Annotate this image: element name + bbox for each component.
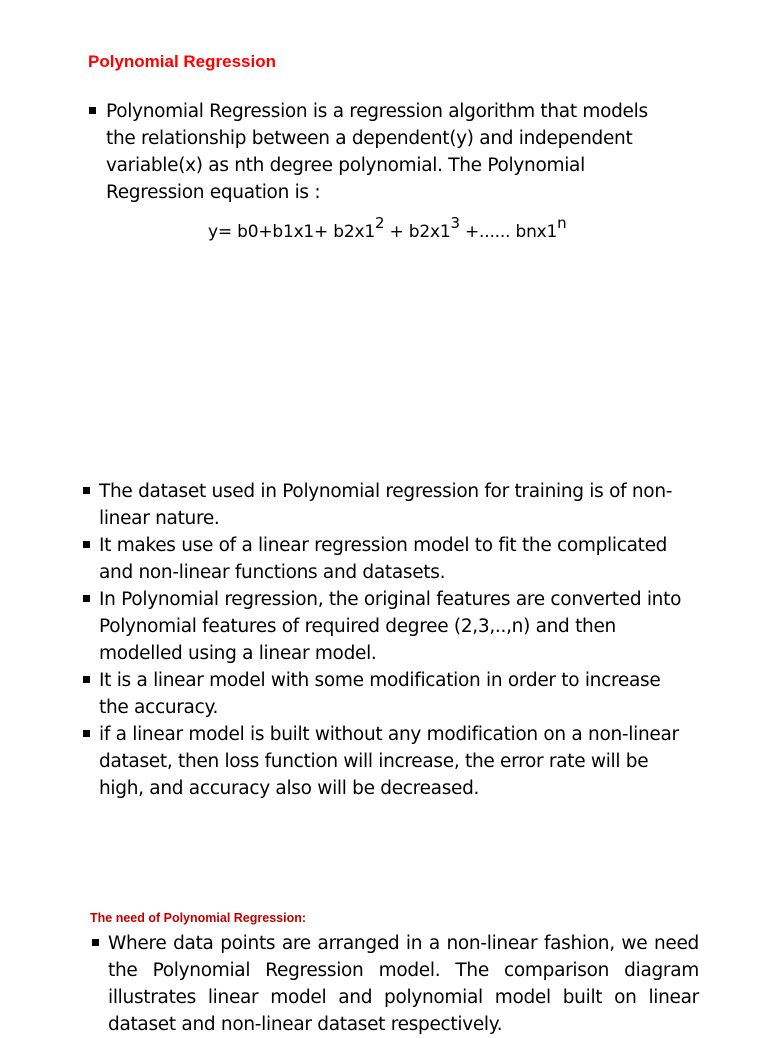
bullet-text: Where data points are arranged in a non-linear fashion, we need the Polynomial Regression model. The comparison diagram illustrates linear model and polynomial model built on linear dataset and non-linear dataset respectively. <box>108 933 699 1035</box>
square-bullet-icon <box>83 595 90 602</box>
list-item <box>82 586 682 667</box>
list-item <box>82 532 682 586</box>
bullet-text: It makes use of a linear regression model to fit the complicated and non-linear functions and datasets. <box>99 535 668 583</box>
need-bullet-list <box>90 930 699 1038</box>
square-bullet-icon <box>83 730 90 737</box>
square-bullet-icon <box>83 676 90 683</box>
equation-exponent: 2 <box>374 214 385 233</box>
list-item <box>88 98 668 206</box>
bullet-text: It is a linear model with some modification in order to increase the accuracy. <box>99 670 661 718</box>
regression-equation <box>208 214 567 245</box>
list-item <box>82 478 682 532</box>
list-item <box>82 667 682 721</box>
square-bullet-icon <box>83 487 90 494</box>
bullet-text: In Polynomial regression, the original features are converted into Polynomial features of required degree (2,3,..,n) and then modelled using a linear model. <box>99 589 682 664</box>
equation-part: y= b0+b1x1+ b2x1 <box>208 222 375 242</box>
page-title: Polynomial Regression <box>88 52 276 71</box>
equation-exponent: 3 <box>450 214 460 233</box>
feature-bullet-list <box>82 478 682 802</box>
equation-part: +...... bnx1 <box>459 222 558 242</box>
list-item <box>82 721 682 802</box>
equation-exponent: n <box>557 214 567 233</box>
list-item <box>90 930 699 1038</box>
square-bullet-icon <box>92 939 99 946</box>
square-bullet-icon <box>83 541 90 548</box>
equation-part: + b2x1 <box>384 222 451 242</box>
bullet-text: Polynomial Regression is a regression algorithm that models the relationship between a dependent(y) and independent variable(x) as nth degree polynomial. The Polynomial Regression equation is : <box>106 101 648 203</box>
intro-bullet-list <box>88 98 668 206</box>
bullet-text: if a linear model is built without any modification on a non-linear dataset, then loss function will increase, the error rate will be high, and accuracy also will be decreased. <box>99 724 679 799</box>
bullet-text: The dataset used in Polynomial regression for training is of non-linear nature. <box>99 481 673 529</box>
square-bullet-icon <box>89 107 96 114</box>
section-heading: The need of Polynomial Regression: <box>90 911 307 925</box>
